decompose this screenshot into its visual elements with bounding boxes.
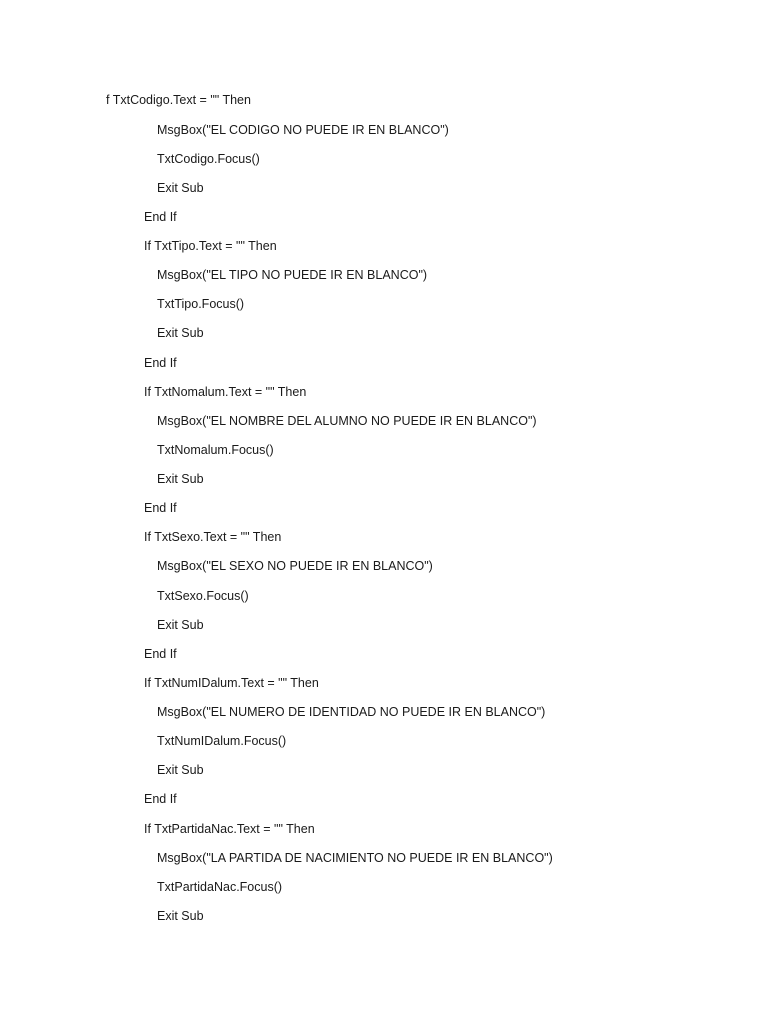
code-line-focus: TxtSexo.Focus() — [157, 589, 249, 603]
code-line-focus: TxtPartidaNac.Focus() — [157, 880, 283, 894]
code-line-if: If TxtPartidaNac.Text = "" Then — [144, 822, 315, 836]
code-line-if: f TxtCodigo.Text = "" Then — [106, 93, 251, 107]
code-line-end-if: End If — [144, 210, 177, 224]
code-line-exit-sub: Exit Sub — [157, 763, 204, 777]
code-line-if: If TxtTipo.Text = "" Then — [144, 239, 277, 253]
code-line-msgbox: MsgBox("EL NOMBRE DEL ALUMNO NO PUEDE IR EN BLANCO") — [157, 414, 537, 428]
code-line-if: If TxtNumIDalum.Text = "" Then — [144, 676, 319, 690]
code-line-focus: TxtTipo.Focus() — [157, 297, 245, 311]
code-line-if: If TxtNomalum.Text = "" Then — [144, 385, 307, 399]
code-line-exit-sub: Exit Sub — [157, 181, 204, 195]
code-line-if: If TxtSexo.Text = "" Then — [144, 530, 282, 544]
code-line-exit-sub: Exit Sub — [157, 472, 204, 486]
code-line-focus: TxtCodigo.Focus() — [157, 152, 260, 166]
code-line-end-if: End If — [144, 356, 177, 370]
code-line-exit-sub: Exit Sub — [157, 909, 204, 923]
code-line-msgbox: MsgBox("EL SEXO NO PUEDE IR EN BLANCO") — [157, 559, 433, 573]
code-line-end-if: End If — [144, 501, 177, 515]
code-line-msgbox: MsgBox("EL NUMERO DE IDENTIDAD NO PUEDE IR EN BLANCO") — [157, 705, 546, 719]
code-line-msgbox: MsgBox("EL CODIGO NO PUEDE IR EN BLANCO") — [157, 123, 449, 137]
code-line-focus: TxtNomalum.Focus() — [157, 443, 274, 457]
code-line-exit-sub: Exit Sub — [157, 326, 204, 340]
code-line-msgbox: MsgBox("EL TIPO NO PUEDE IR EN BLANCO") — [157, 268, 428, 282]
code-line-end-if: End If — [144, 647, 177, 661]
code-line-end-if: End If — [144, 792, 177, 806]
code-line-msgbox: MsgBox("LA PARTIDA DE NACIMIENTO NO PUEDE IR EN BLANCO") — [157, 851, 553, 865]
code-line-focus: TxtNumIDalum.Focus() — [157, 734, 287, 748]
code-line-exit-sub: Exit Sub — [157, 618, 204, 632]
